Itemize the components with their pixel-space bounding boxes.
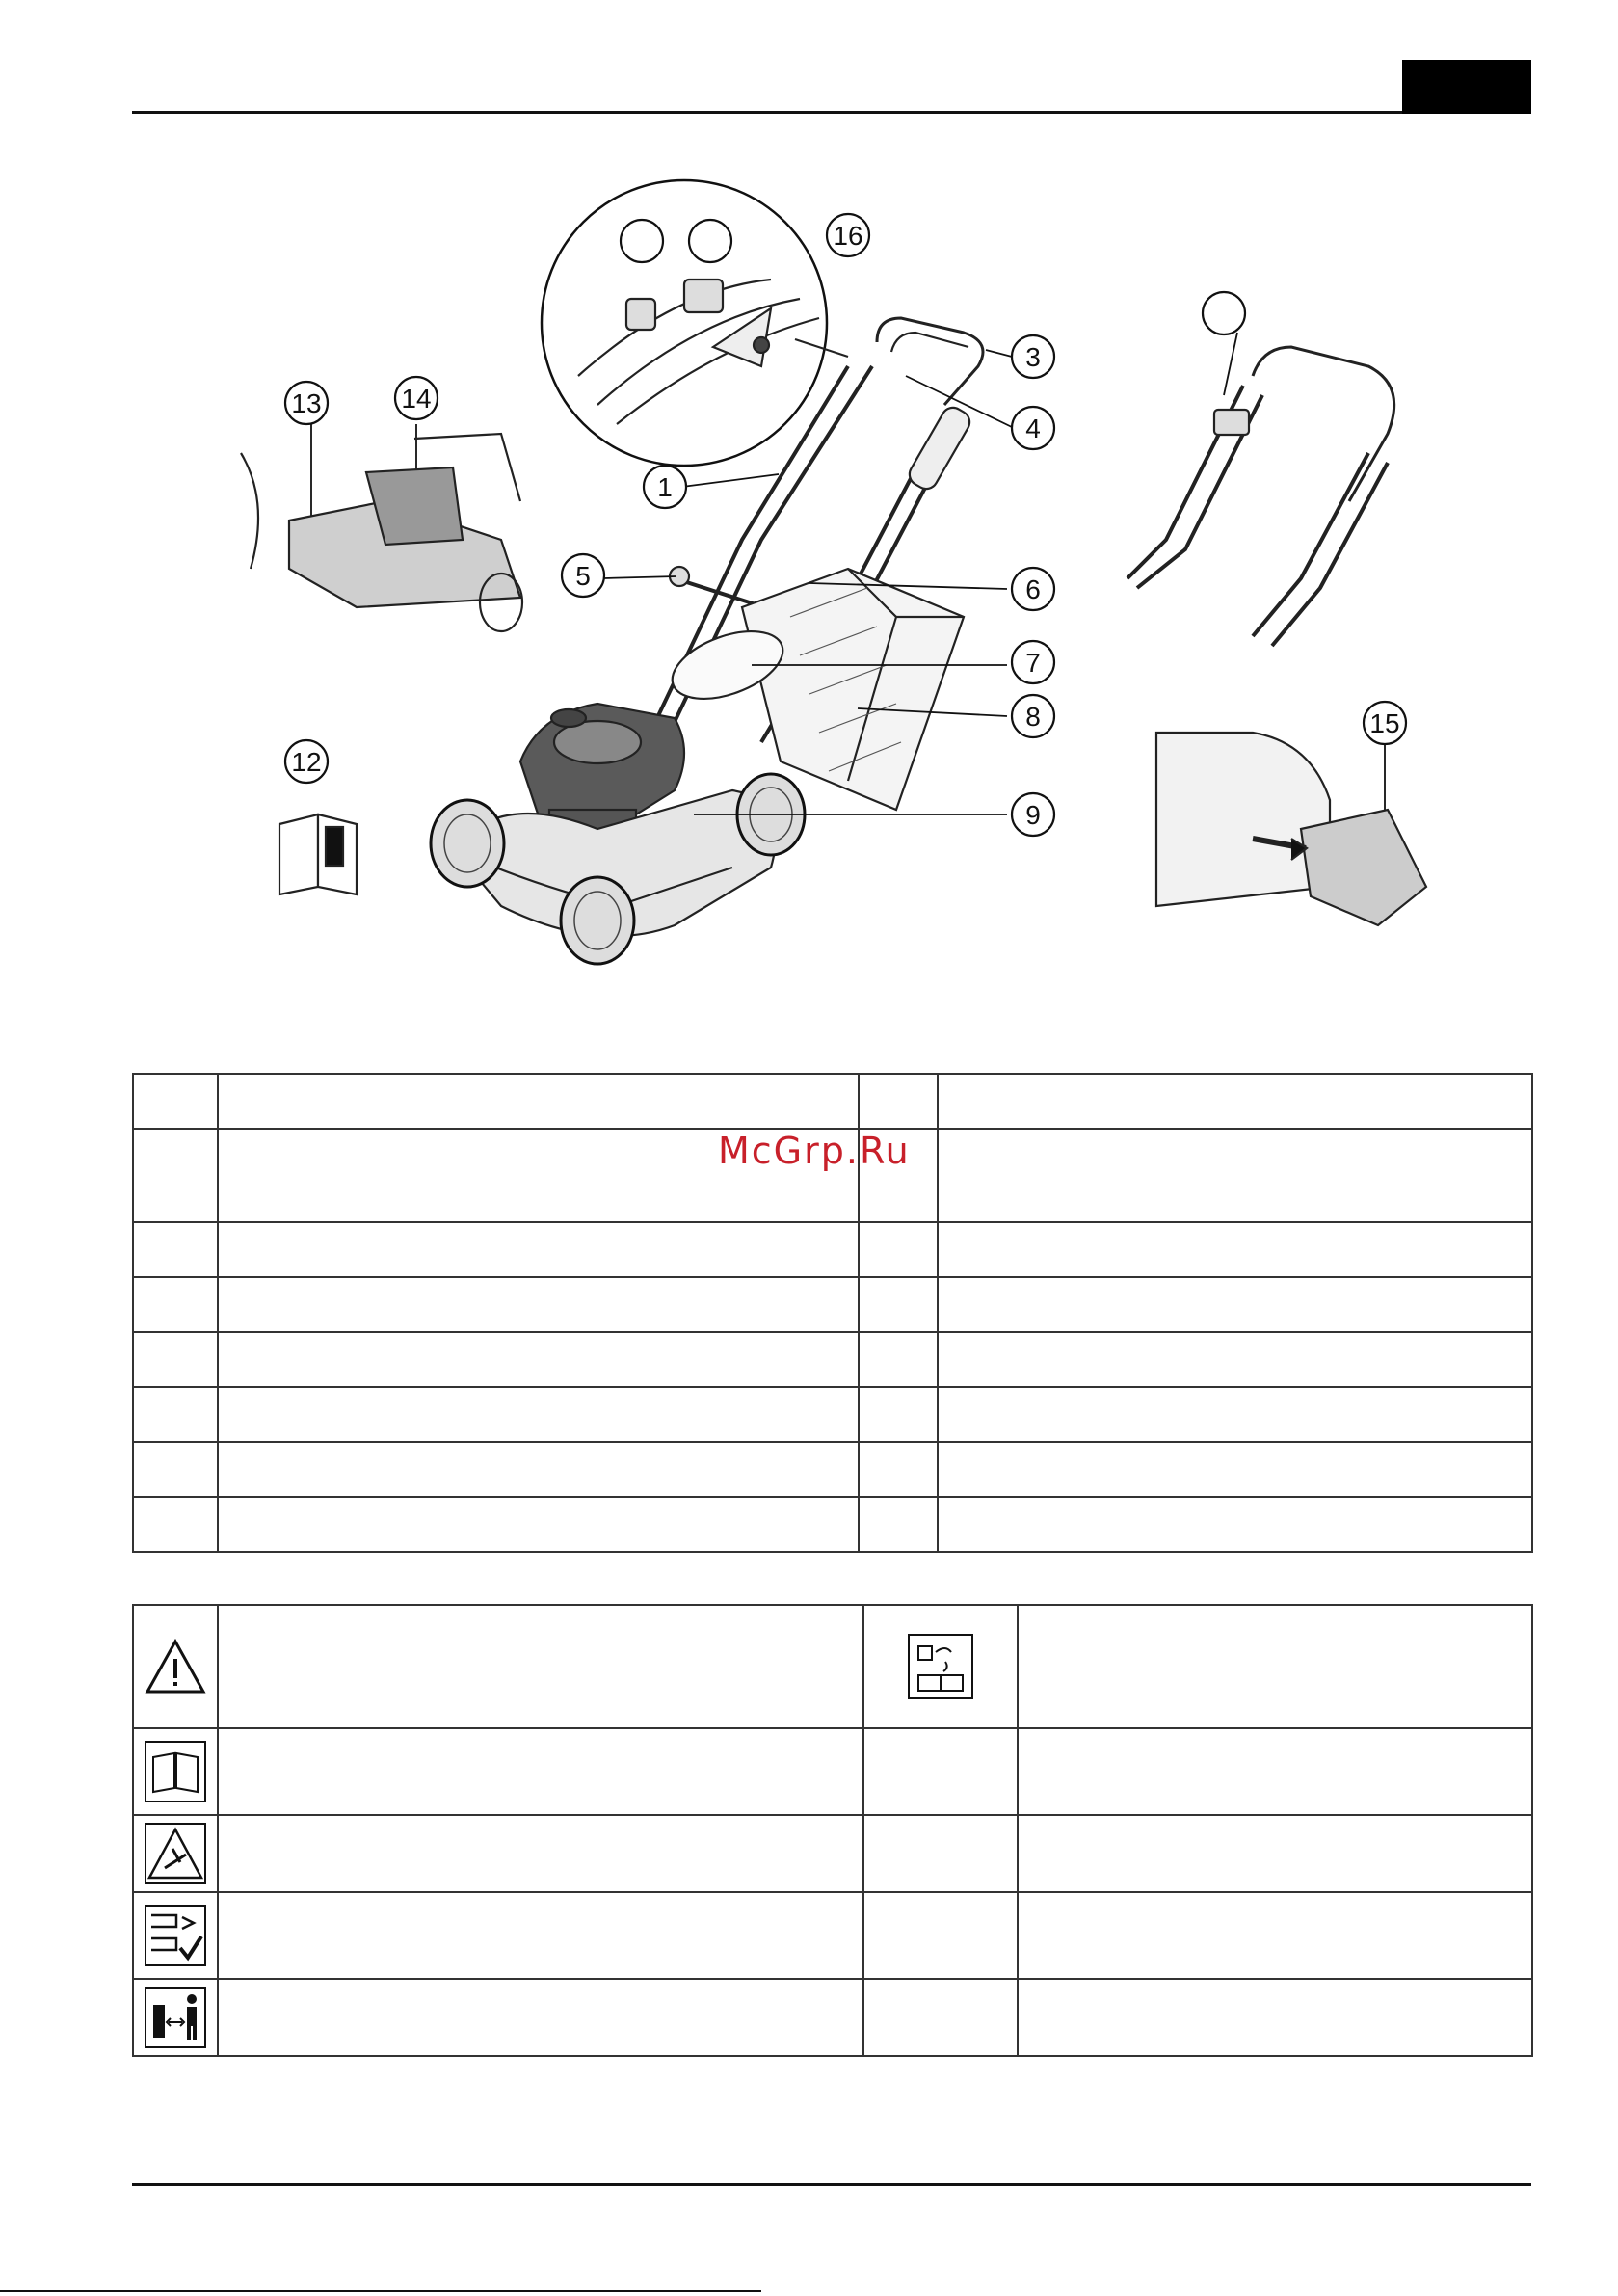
table-cell — [938, 1497, 1532, 1552]
table-cell — [938, 1222, 1532, 1277]
table-cell — [133, 1074, 218, 1129]
table-row — [133, 1979, 1532, 2056]
table-cell — [218, 1332, 859, 1387]
table-cell — [859, 1074, 938, 1129]
table-cell — [133, 1332, 218, 1387]
table-row — [133, 1332, 1532, 1387]
callout-blank-b — [689, 220, 731, 262]
remove-key-icon — [144, 1904, 207, 1967]
table-cell — [218, 1979, 863, 2056]
callout-1-label: 1 — [657, 472, 673, 502]
callout-13-label: 13 — [291, 388, 322, 418]
table-row — [133, 1892, 1532, 1979]
table-cell — [133, 1815, 218, 1892]
table-cell — [133, 1442, 218, 1497]
bottom-edge-rule — [0, 2290, 761, 2292]
footer-rule — [132, 2183, 1531, 2186]
table-cell — [863, 1892, 1018, 1979]
callout-5-label: 5 — [575, 561, 591, 591]
callout-14-label: 14 — [401, 384, 432, 414]
blade-hazard-icon — [144, 1822, 207, 1885]
table-cell — [218, 1497, 859, 1552]
table-cell — [938, 1332, 1532, 1387]
table-cell — [218, 1815, 863, 1892]
table-cell — [133, 1979, 218, 2056]
table-row — [133, 1728, 1532, 1815]
callout-6-label: 6 — [1025, 574, 1041, 604]
table-cell — [133, 1728, 218, 1815]
callout-blank-a — [621, 220, 663, 262]
table-row — [133, 1815, 1532, 1892]
keep-distance-icon — [144, 1986, 207, 2049]
callout-4-label: 4 — [1025, 414, 1041, 443]
table-cell — [218, 1892, 863, 1979]
table-cell — [133, 1387, 218, 1442]
table-cell — [218, 1074, 859, 1129]
table-cell — [938, 1129, 1532, 1222]
table-cell — [1018, 1892, 1532, 1979]
warning-triangle-icon — [144, 1638, 207, 1695]
callout-3-label: 3 — [1025, 342, 1041, 372]
table-cell — [859, 1332, 938, 1387]
parts-table — [132, 1073, 1533, 1553]
table-cell — [938, 1387, 1532, 1442]
callout-12-label: 12 — [291, 747, 322, 777]
table-cell — [218, 1277, 859, 1332]
table-row — [133, 1074, 1532, 1129]
watermark: McGrp.Ru — [718, 1130, 911, 1172]
table-cell — [133, 1605, 218, 1728]
table-cell — [133, 1129, 218, 1222]
table-cell — [133, 1497, 218, 1552]
table-cell — [859, 1277, 938, 1332]
table-cell — [859, 1387, 938, 1442]
table-cell — [938, 1442, 1532, 1497]
table-cell — [1018, 1728, 1532, 1815]
table-row — [133, 1497, 1532, 1552]
table-cell — [133, 1222, 218, 1277]
table-cell — [1018, 1815, 1532, 1892]
table-cell — [133, 1892, 218, 1979]
table-cell — [859, 1222, 938, 1277]
table-row — [133, 1277, 1532, 1332]
mower-figure — [0, 0, 1618, 1002]
table-cell — [863, 1605, 1018, 1728]
callout-8-label: 8 — [1025, 702, 1041, 732]
table-cell — [863, 1979, 1018, 2056]
table-cell — [218, 1387, 859, 1442]
callout-9-label: 9 — [1025, 800, 1041, 830]
table-row — [133, 1129, 1532, 1222]
manual-book-icon — [144, 1740, 207, 1803]
table-cell — [859, 1442, 938, 1497]
table-row — [133, 1605, 1532, 1728]
table-cell — [938, 1277, 1532, 1332]
symbols-table — [132, 1604, 1533, 2057]
callout-7-label: 7 — [1025, 648, 1041, 678]
handle-detail-inset — [542, 180, 827, 466]
table-cell — [1018, 1979, 1532, 2056]
callout-15-label: 15 — [1369, 708, 1400, 738]
table-cell — [218, 1222, 859, 1277]
table-cell — [1018, 1605, 1532, 1728]
callout-16-label: 16 — [833, 221, 863, 251]
table-row — [133, 1387, 1532, 1442]
table-cell — [938, 1074, 1532, 1129]
table-cell — [218, 1605, 863, 1728]
table-cell — [863, 1728, 1018, 1815]
table-cell — [859, 1129, 938, 1222]
ignition-key-icon — [907, 1633, 974, 1700]
table-cell — [859, 1497, 938, 1552]
table-cell — [218, 1129, 859, 1222]
table-row — [133, 1222, 1532, 1277]
table-row — [133, 1442, 1532, 1497]
table-cell — [863, 1815, 1018, 1892]
table-cell — [133, 1277, 218, 1332]
table-cell — [218, 1442, 859, 1497]
callout-blank-c — [1203, 292, 1245, 334]
table-cell — [218, 1728, 863, 1815]
